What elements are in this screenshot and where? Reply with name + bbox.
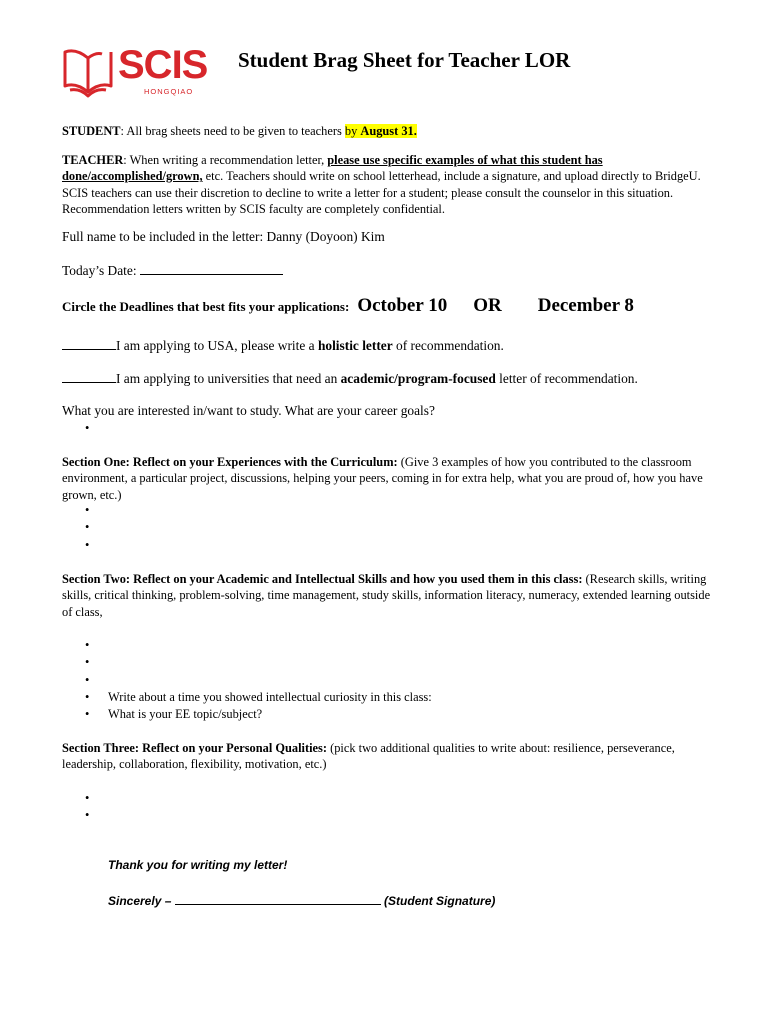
section-one-text: (Give 3 examples of how you contributed to the classroom environment, a particular project, discussions, helping your peers, coming in for extra help, what you are proud of, how you have grown, etc.) — [62, 455, 703, 502]
deadlines-label: Circle the Deadlines that best fits your applications: — [62, 299, 350, 314]
logo-subtext: HONGQIAO — [144, 87, 194, 96]
section-two-bullets — [85, 637, 432, 723]
list-item[interactable] — [85, 654, 432, 671]
curiosity-prompt: Write about a time you showed intellectual curiosity in this class: — [108, 689, 432, 704]
deadline-highlight-prefix: by — [344, 124, 361, 138]
list-item[interactable] — [85, 502, 108, 519]
list-item[interactable] — [85, 519, 108, 536]
logo-wordmark: SCIS — [118, 43, 208, 87]
usa-option-checkbox-line[interactable] — [62, 349, 116, 350]
scis-logo — [62, 44, 222, 100]
thank-you-note: Thank you for writing my letter! — [108, 858, 288, 872]
section-two — [62, 571, 722, 620]
bullet-icon: • — [85, 689, 90, 704]
bullet-icon: • — [85, 791, 90, 805]
academic-option-bold: academic/program-focused — [340, 371, 496, 386]
student-label: STUDENT — [62, 124, 121, 138]
list-item[interactable] — [85, 420, 108, 437]
signature-line — [108, 894, 495, 908]
teacher-note-text-1: : When writing a recommendation letter, — [123, 153, 328, 167]
list-item[interactable] — [85, 537, 108, 554]
student-note — [62, 123, 722, 139]
teacher-note-emphasis: please use specific examples of what this student has done/accomplished/grown, — [62, 153, 603, 184]
section-two-text: (Research skills, writing skills, critical thinking, problem-solving, time management, study skills, information literacy, numeracy, extended learning outside of class, — [62, 572, 711, 619]
section-three-bullets — [85, 790, 108, 825]
teacher-note-text-2: etc. Teachers should write on school letterhead, include a signature, and upload directly to BridgeU. SCIS teachers can use their discretion to decline to write a letter for a student; please consult the counselor in this situation. Recommendation letters written by SCIS faculty are completely confidential. — [62, 169, 701, 216]
todays-date-line — [62, 263, 722, 279]
section-one-bullets — [85, 502, 108, 554]
deadlines-row — [62, 295, 634, 317]
list-item[interactable] — [85, 706, 432, 723]
list-item[interactable] — [85, 637, 432, 654]
signature-label: (Student Signature) — [380, 894, 496, 908]
bullet-icon: • — [85, 672, 90, 687]
ee-topic-prompt: What is your EE topic/subject? — [108, 707, 263, 722]
bullet-icon: • — [85, 638, 90, 652]
bullet-icon: • — [85, 520, 90, 535]
full-name-line — [62, 229, 722, 245]
academic-option-text-1: I am applying to universities that need an — [116, 371, 341, 386]
bullet-icon: • — [85, 808, 90, 823]
section-one-heading: Section One: Reflect on your Experiences with the Curriculum: — [62, 455, 398, 469]
sincerely-label: Sincerely – — [108, 894, 175, 908]
todays-date-field[interactable] — [140, 274, 283, 275]
todays-date-label: Today’s Date: — [62, 263, 140, 278]
teacher-label: TEACHER — [62, 153, 124, 167]
page-title: Student Brag Sheet for Teacher LOR — [238, 48, 571, 72]
bullet-icon: • — [85, 537, 90, 552]
list-item[interactable] — [85, 672, 432, 689]
usa-option-bold: holistic letter — [317, 338, 393, 353]
section-three — [62, 740, 722, 773]
deadline-date: August 31. — [360, 124, 417, 138]
usa-option-text-1: I am applying to USA, please write a — [116, 338, 318, 353]
deadline-option-december[interactable]: December 8 — [537, 295, 634, 316]
academic-option-checkbox-line[interactable] — [62, 382, 116, 383]
teacher-note — [62, 152, 722, 217]
academic-option-text-2: letter of recommendation. — [495, 371, 638, 386]
deadline-or: OR — [473, 295, 502, 316]
full-name-value: Danny (Doyoon) Kim — [266, 229, 385, 244]
usa-option-text-2: of recommendation. — [392, 338, 504, 353]
deadline-option-october[interactable]: October 10 — [357, 295, 448, 316]
bullet-icon: • — [85, 655, 90, 670]
section-two-heading: Section Two: Reflect on your Academic and Intellectual Skills and how you used them in this class: — [62, 572, 583, 586]
section-one — [62, 454, 722, 503]
list-item[interactable] — [85, 689, 432, 706]
list-item[interactable] — [85, 790, 108, 807]
full-name-label: Full name to be included in the letter: — [62, 229, 267, 244]
section-three-heading: Section Three: Reflect on your Personal Qualities: — [62, 741, 327, 755]
list-item[interactable] — [85, 807, 108, 824]
usa-option-line — [62, 338, 722, 354]
bullet-icon: • — [85, 503, 90, 517]
interests-bullets — [85, 420, 108, 437]
student-signature-field[interactable] — [175, 904, 381, 905]
bullet-icon: • — [85, 707, 90, 722]
academic-option-line — [62, 371, 722, 387]
student-note-text: : All brag sheets need to be given to teachers — [120, 124, 345, 138]
deadline-highlight — [345, 124, 417, 138]
interests-question: What you are interested in/want to study. What are your career goals? — [62, 403, 435, 418]
section-three-text: (pick two additional qualities to write about: resilience, perseverance, leadership, collaboration, flexibility, motivation, etc.) — [62, 741, 675, 772]
bullet-icon: • — [85, 421, 90, 435]
